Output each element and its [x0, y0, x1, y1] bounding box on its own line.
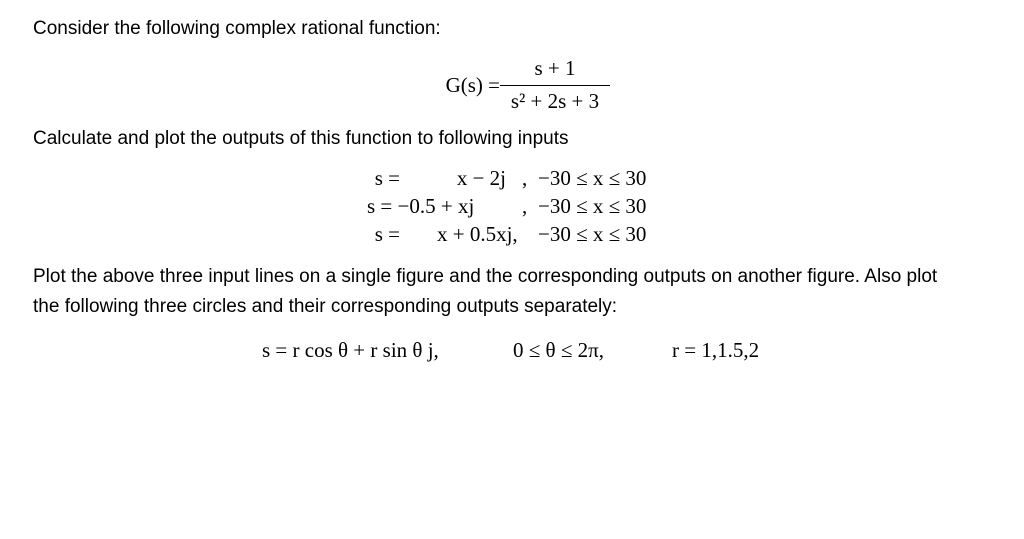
transfer-function-numerator: s + 1: [534, 56, 576, 80]
input-line-1-expr: x − 2j: [456, 166, 506, 190]
plot-text-line-1: Plot the above three input lines on a single figure and the corresponding outputs on another figure. Also plot: [33, 266, 938, 287]
input-line-3-expr: x + 0.5xj,: [437, 222, 518, 246]
input-line-3-range: −30 ≤ x ≤ 30: [538, 222, 647, 246]
input-line-3-lhs: s =: [374, 222, 400, 246]
transfer-function-lhs: G(s) =: [445, 73, 500, 97]
circle-theta-range: 0 ≤ θ ≤ 2π,: [513, 338, 604, 362]
fraction-bar: [500, 85, 610, 86]
input-line-1-range: −30 ≤ x ≤ 30: [538, 166, 647, 190]
plot-text-line-2: the following three circles and their corresponding outputs separately:: [33, 296, 618, 317]
intro-text: Consider the following complex rational function:: [33, 18, 441, 39]
transfer-function-denominator: s² + 2s + 3: [510, 89, 600, 113]
input-line-1-lhs: s =: [374, 166, 400, 190]
circle-radii: r = 1,1.5,2: [672, 338, 760, 362]
input-line-1-sep: ,: [522, 166, 528, 190]
input-line-2-lhs: s = −0.5 + xj: [367, 194, 475, 218]
instruction-text: Calculate and plot the outputs of this function to following inputs: [33, 128, 569, 149]
circle-expression: s = r cos θ + r sin θ j,: [262, 338, 439, 362]
input-line-2-sep: ,: [522, 194, 528, 218]
input-line-2-range: −30 ≤ x ≤ 30: [538, 194, 647, 218]
